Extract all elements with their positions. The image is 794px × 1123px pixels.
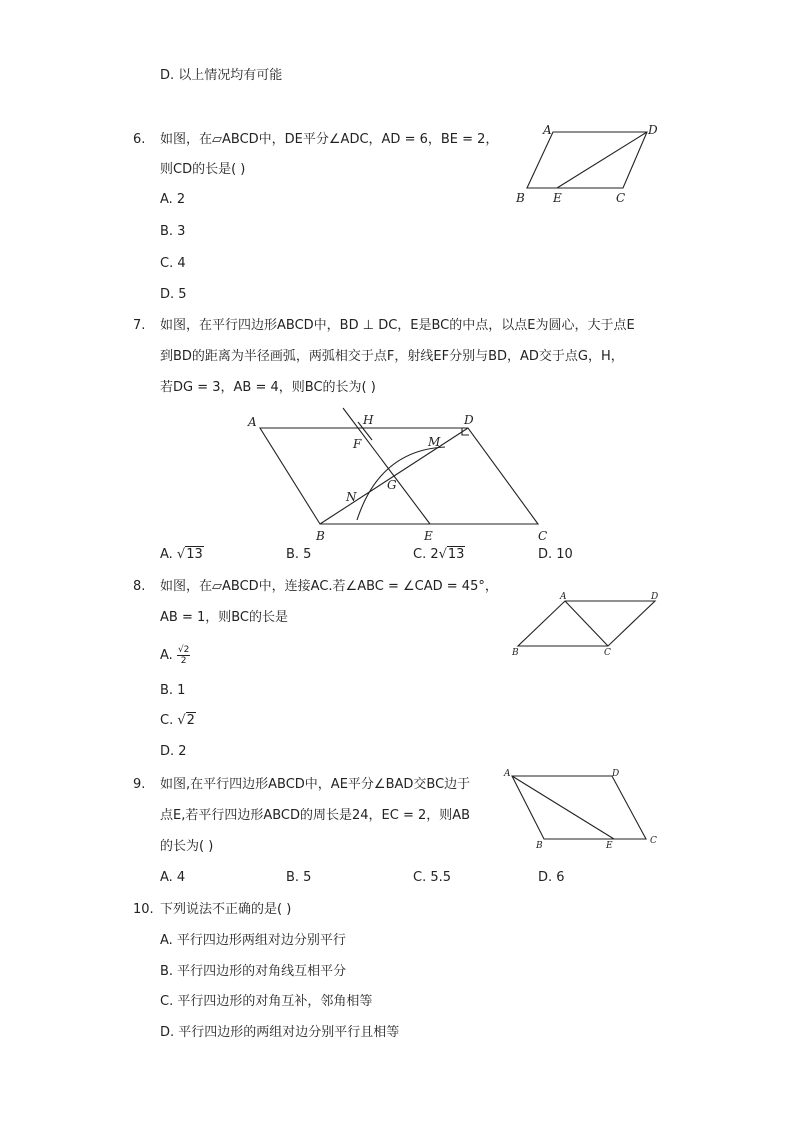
q10-stem: 下列说法不正确的是( )	[160, 902, 292, 917]
q7-label-h: H	[363, 413, 374, 427]
q6-stem-line2: 则CD的长是( )	[160, 162, 246, 177]
q9-option-a: A. 4	[160, 870, 186, 885]
q7-label-n: N	[346, 490, 357, 504]
q9-number: 9.	[133, 777, 146, 792]
q7-label-g: G	[387, 478, 397, 492]
q7-option-a: A. √13	[160, 547, 203, 562]
q9-segment-ae	[512, 776, 614, 839]
q8-option-b: B. 1	[160, 683, 186, 698]
q8-option-a: A. $\frac{√2}{2}$	[160, 645, 190, 666]
q7-option-c-radicand: 13	[447, 547, 465, 562]
q6-option-a: A. 2	[160, 192, 186, 207]
q10-option-d: D. 平行四边形的两组对边分别平行且相等	[160, 1025, 400, 1040]
q9-stem-line1: 如图,在平行四边形ABCD中，AE平分∠BAD交BC边于	[160, 777, 471, 792]
q7-figure	[240, 400, 560, 545]
q8-label-b: B	[512, 648, 519, 658]
q10-option-a: A. 平行四边形两组对边分别平行	[160, 933, 346, 948]
q6-label-b: B	[516, 191, 525, 205]
q6-label-e: E	[553, 191, 562, 205]
q8-label-c: C	[604, 648, 611, 658]
q10-option-c: C. 平行四边形的对角互补，邻角相等	[160, 994, 373, 1009]
q6-label-d: D	[648, 123, 658, 137]
q5-option-d: D. 以上情况均有可能	[160, 68, 283, 83]
q7-label-a: A	[248, 415, 257, 429]
q7-stem-line1: 如图，在平行四边形ABCD中，BD ⊥ DC，E是BC的中点，以点E为圆心，大于点E	[160, 318, 635, 333]
q6-option-c: C. 4	[160, 256, 186, 271]
q6-option-d: D. 5	[160, 287, 187, 302]
q10-option-b: B. 平行四边形的对角线互相平分	[160, 964, 347, 979]
q9-label-a: A	[504, 769, 511, 779]
q8-option-c-radicand: 2	[186, 713, 195, 728]
q7-label-d: D	[464, 413, 474, 427]
q8-number: 8.	[133, 579, 146, 594]
q9-label-b: B	[536, 841, 543, 851]
q8-figure	[505, 588, 665, 663]
q7-label-b: B	[316, 529, 325, 543]
q7-stem-line2: 到BD的距离为半径画弧，两弧相交于点F，射线EF分别与BD，AD交于点G，H，	[160, 349, 624, 364]
q7-label-e: E	[424, 529, 433, 543]
q8-option-a-fraction: $\frac{√2}{2}$	[177, 645, 190, 666]
q6-figure	[510, 120, 660, 210]
q7-option-a-radicand: 13	[186, 547, 203, 562]
q8-option-c: C. √2	[160, 713, 195, 728]
q7-arc	[357, 447, 445, 520]
q10-number: 10.	[133, 902, 154, 917]
q6-label-a: A	[543, 123, 552, 137]
q6-number: 6.	[133, 132, 146, 147]
q8-option-d: D. 2	[160, 744, 187, 759]
q9-figure	[498, 765, 668, 855]
q8-stem-line2: AB = 1，则BC的长是	[160, 610, 289, 625]
q9-label-d: D	[612, 769, 620, 779]
q9-option-d: D. 6	[538, 870, 565, 885]
q7-label-c: C	[538, 529, 548, 543]
q6-segment-de	[557, 132, 647, 188]
q9-option-c: C. 5.5	[413, 870, 452, 885]
q9-option-b: B. 5	[286, 870, 312, 885]
q7-option-c: C. 2√13	[413, 547, 465, 562]
q7-label-m: M	[428, 435, 441, 449]
q8-stem-line1: 如图，在▱ABCD中，连接AC.若∠ABC = ∠CAD = 45°，	[160, 579, 498, 594]
q9-label-c: C	[650, 836, 657, 846]
q7-parallelogram	[260, 428, 538, 524]
q8-label-d: D	[651, 592, 659, 602]
q7-option-b: B. 5	[286, 547, 312, 562]
q6-stem-line1: 如图，在▱ABCD中，DE平分∠ADC，AD = 6，BE = 2，	[160, 132, 499, 147]
q7-stem-line3: 若DG = 3，AB = 4，则BC的长为( )	[160, 380, 376, 395]
q7-ray-ef	[343, 408, 430, 524]
q6-option-b: B. 3	[160, 224, 186, 239]
q6-parallelogram	[527, 132, 647, 188]
q7-label-f: F	[353, 437, 362, 451]
q8-diagonal-ac	[565, 601, 608, 646]
q7-option-d: D. 10	[538, 547, 573, 562]
q9-label-e: E	[606, 841, 613, 851]
q6-label-c: C	[616, 191, 626, 205]
q9-parallelogram	[512, 776, 646, 839]
q8-label-a: A	[560, 592, 567, 602]
q7-number: 7.	[133, 318, 146, 333]
q9-stem-line2: 点E,若平行四边形ABCD的周长是24，EC = 2，则AB	[160, 808, 471, 823]
q9-stem-line3: 的长为( )	[160, 839, 214, 854]
